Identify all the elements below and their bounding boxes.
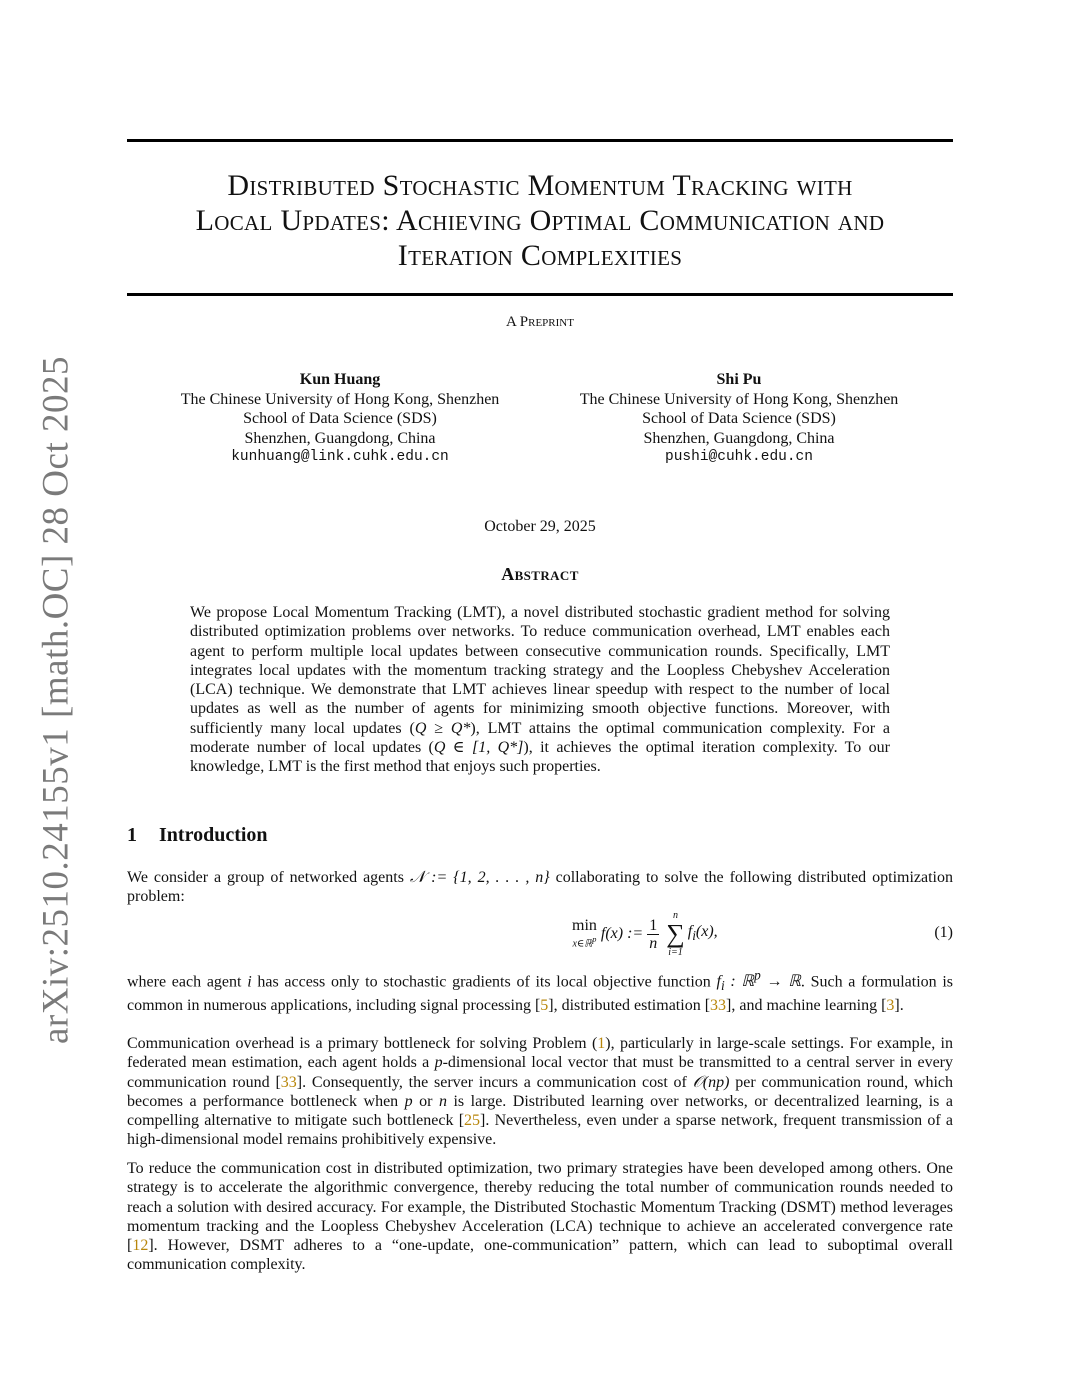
text-run: ].: [894, 996, 904, 1014]
title-line: Local Updates: Achieving Optimal Communication and: [195, 204, 885, 237]
author-affiliation: The Chinese University of Hong Kong, Shenzhen: [180, 390, 500, 408]
author-affiliation: The Chinese University of Hong Kong, Shenzhen: [579, 390, 899, 408]
citation-link[interactable]: 33: [280, 1073, 297, 1091]
paragraph: [127, 1034, 953, 1150]
title-line: Distributed Stochastic Momentum Tracking with: [227, 169, 853, 202]
arxiv-stamp: arXiv:2510.24155v1 [math.OC] 28 Oct 2025: [35, 356, 77, 1044]
rhs-sub: i: [692, 928, 696, 944]
abstract-math: Q ∈ [1, Q*]: [433, 739, 524, 757]
author-name: Kun Huang: [299, 371, 381, 388]
inline-math: p: [434, 1054, 443, 1072]
min-sup-text: p: [592, 935, 597, 945]
rhs-f: f: [687, 923, 693, 941]
abstract-text: [190, 603, 890, 777]
text-run: per communication round, which becomes a performance bottleneck when: [127, 1073, 954, 1110]
paragraph: [127, 966, 953, 1015]
citation-link[interactable]: 25: [464, 1112, 481, 1130]
text-run: ]. However, DSMT adheres to a “one-update, one-communication” pattern, which can lead to suboptimal overall communication complexity.: [127, 1237, 953, 1274]
math-codomain: → ℝ: [760, 973, 801, 991]
author-email[interactable]: kunhuang@link.cuhk.edu.cn: [231, 449, 449, 465]
abstract-heading: Abstract: [501, 564, 579, 584]
math-sub: i: [720, 978, 725, 994]
preprint-label: A Preprint: [506, 314, 574, 330]
text-run: ), particularly in large-scale settings. For example, in federated mean estimation, each agent holds a: [127, 1035, 954, 1072]
paragraph: [127, 868, 953, 907]
section-heading: [127, 824, 268, 847]
min-subscript: [572, 934, 596, 949]
equation-1: [127, 906, 953, 962]
title-rule-top: [127, 139, 953, 142]
text-run: ], distributed estimation [: [548, 996, 711, 1014]
text-run: where each agent: [127, 973, 248, 991]
text-run: ]. Nevertheless, even under a sparse network, frequent transmission of a high-dimensional model remains prohibitively expensive.: [127, 1112, 954, 1149]
author-school: School of Data Science (SDS): [243, 410, 437, 427]
abstract-math: Q ≥ Q*: [414, 719, 471, 737]
citation-link[interactable]: 3: [886, 996, 895, 1014]
text-run: collaborating to solve the following distributed optimization problem:: [127, 869, 953, 906]
math-domain: : ℝ: [724, 973, 755, 991]
text-run: To reduce the communication cost in distributed optimization, two primary strategies have been developed among others. One strategy is to accelerate the algorithmic convergence, thereby reducing the total number of communication rounds needed to reach a solution with desired accuracy. For example, the Distributed Stochastic Momentum Tracking (DSMT) method leverages momentum tracking and the Loopless Chebyshev Acceleration (LCA) technique to achieve an accelerated convergence rate [: [127, 1160, 953, 1255]
text-run: or: [412, 1092, 439, 1110]
citation-link[interactable]: 5: [540, 996, 549, 1014]
author-email[interactable]: pushi@cuhk.edu.cn: [665, 449, 813, 465]
inline-math: 𝒪(np): [692, 1073, 730, 1091]
author-school: School of Data Science (SDS): [642, 410, 836, 427]
text-run: is large. Distributed learning over networks, or decentralized learning, is a compelling alternative to mitigate such bottleneck [: [127, 1092, 954, 1130]
text-run: ]. Consequently, the server incurs a communication cost of: [296, 1073, 693, 1091]
inline-math: 𝒩 := {1, 2, . . . , n}: [409, 869, 550, 886]
abstract-text-part: ), LMT attains the optimal communication complexity. For a moderate number of local updates (: [190, 719, 891, 757]
inline-math: i: [247, 973, 252, 991]
paragraph: [127, 1159, 953, 1275]
equation-reference-link[interactable]: 1: [597, 1035, 606, 1052]
author-location: Shenzhen, Guangdong, China: [643, 429, 835, 447]
text-run: has access only to stochastic gradients of its local objective function: [251, 973, 717, 991]
section-title: Introduction: [159, 824, 268, 846]
min-sub-text: x∈ℝ: [572, 938, 593, 950]
equation-number: (1): [934, 924, 953, 941]
equation-body: [572, 906, 718, 962]
sum-upper: n: [672, 910, 678, 921]
text-run: . Such a formulation is common in numerous applications, including signal processing [: [127, 973, 954, 1014]
text-run: We consider a group of networked agents: [127, 869, 410, 886]
inline-math: [716, 968, 801, 994]
equation-rhs: [688, 923, 718, 944]
rhs-tail: (x),: [695, 923, 718, 941]
title-rule-bottom: [127, 293, 953, 296]
fraction-denominator: n: [649, 934, 658, 952]
section-number: 1: [127, 824, 137, 846]
text-run: -dimensional local vector that must be transmitted to a central server in every communication round [: [127, 1054, 953, 1091]
fraction-numerator: 1: [649, 916, 658, 934]
author-name: Shi Pu: [716, 371, 762, 388]
text-run: ], and machine learning [: [726, 996, 887, 1014]
citation-link[interactable]: 12: [132, 1237, 149, 1255]
author-block-1: [130, 370, 550, 468]
inline-math: n: [438, 1092, 447, 1110]
paper-date: October 29, 2025: [484, 518, 596, 535]
equation-lhs: f(x) :=: [600, 925, 644, 942]
min-op: min: [572, 917, 597, 935]
abstract-text-part: We propose Local Momentum Tracking (LMT), a novel distributed stochastic gradient method for solving distributed optimization problems over networks. To reduce communication overhead, LMT enables each agent to perform multiple local updates between consecutive communication rounds. Specifically, LMT integrates local updates with the momentum tracking strategy and the Loopless Chebyshev Acceleration (LCA) technique. We demonstrate that LMT achieves linear speedup with respect to the number of local updates as well as the number of agents for minimizing smooth objective functions. Moreover, with sufficiently many local updates (: [190, 604, 890, 737]
fraction: [647, 917, 659, 952]
author-location: Shenzhen, Guangdong, China: [244, 429, 436, 447]
inline-math: p: [404, 1092, 413, 1110]
author-block-2: [529, 370, 949, 468]
paper-title: [127, 168, 953, 273]
summation: [666, 910, 685, 958]
math-sup: p: [754, 968, 761, 983]
abstract-text-part: ), it achieves the optimal iteration complexity. To our knowledge, LMT is the first method that enjoys such properties.: [190, 739, 890, 776]
title-line: Iteration Complexities: [397, 239, 683, 272]
sigma-symbol: ∑: [666, 919, 685, 948]
citation-link[interactable]: 33: [710, 996, 727, 1014]
min-operator: [572, 918, 597, 949]
text-run: Communication overhead is a primary bottleneck for solving Problem (: [127, 1035, 598, 1052]
sum-lower: i=1: [668, 947, 683, 958]
math-f: f: [716, 973, 721, 991]
